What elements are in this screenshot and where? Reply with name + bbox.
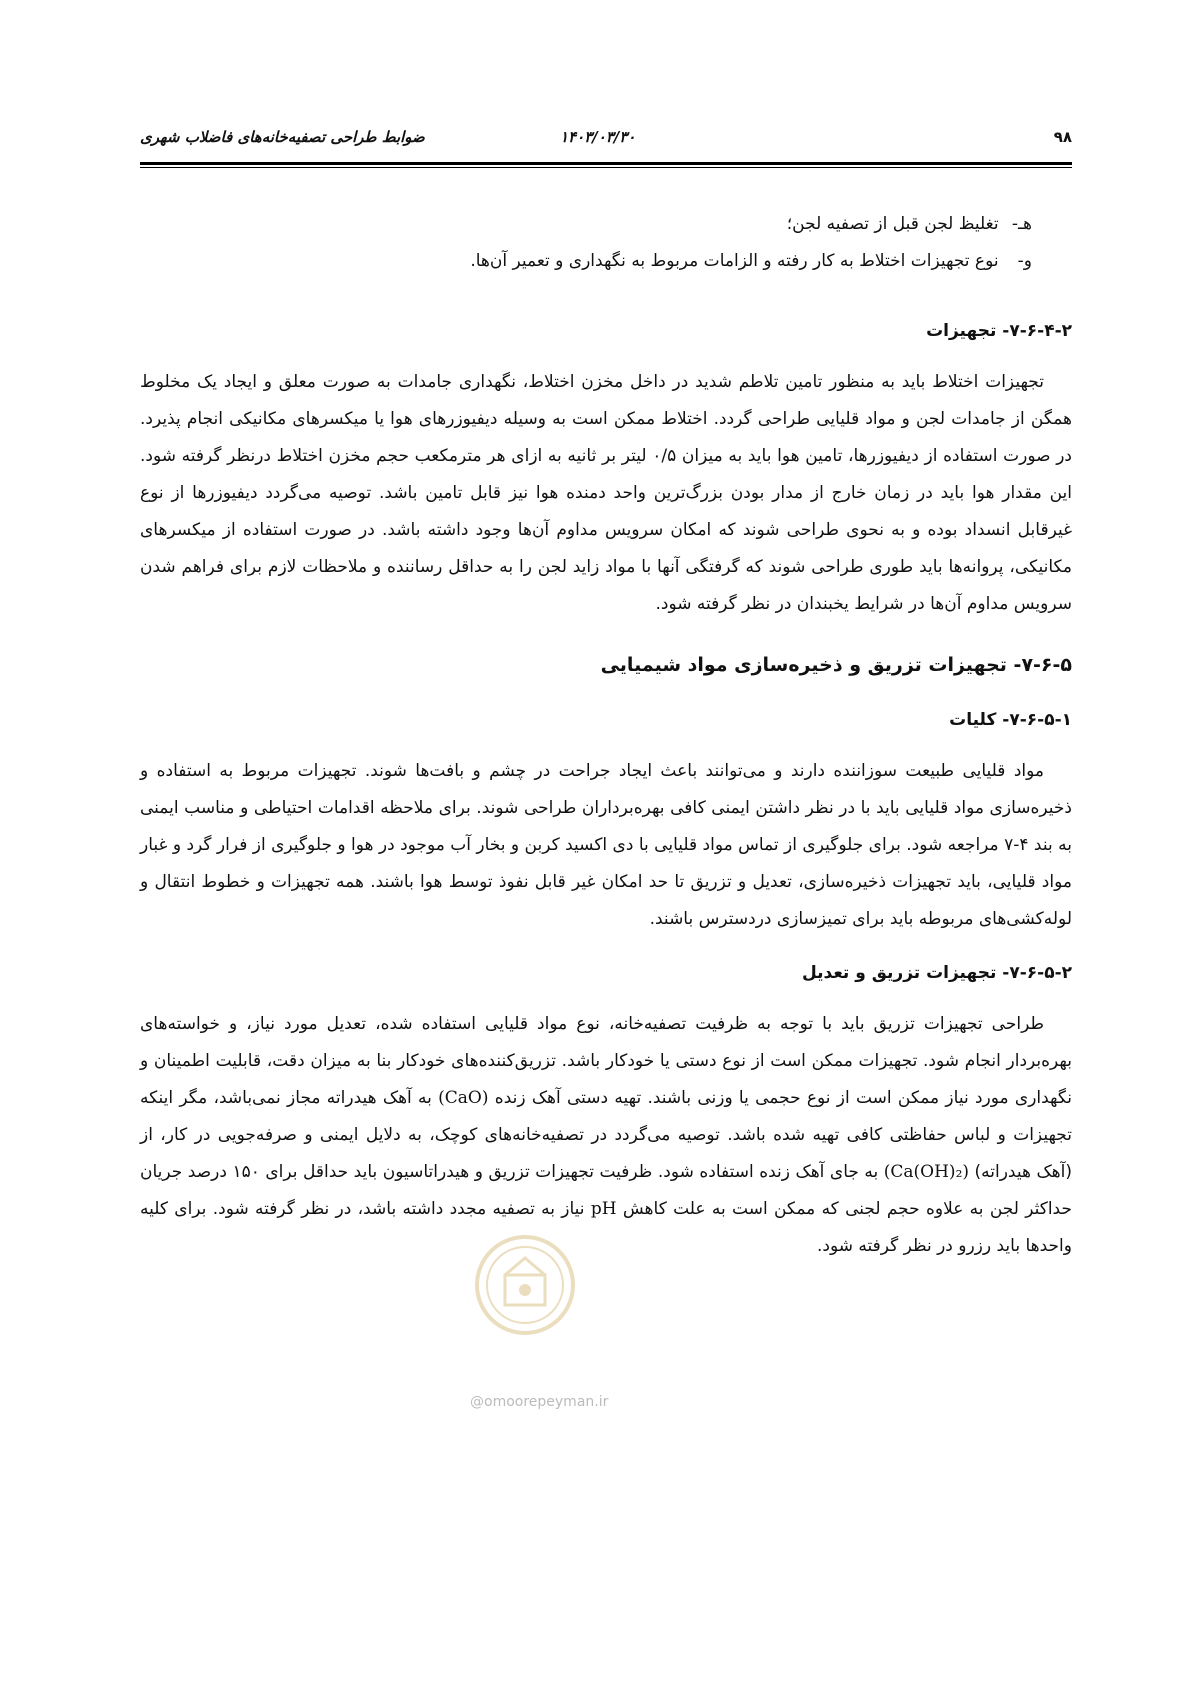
section-paragraph-7-6-5-1: مواد قلیایی طبیعت سوزاننده دارند و می‌توانند باعث ایجاد جراحت در چشم و بافت‌ها شوند. تجهیزات مربوط به استفاده و ذخیره‌سازی مواد قلیایی باید با در نظر داشتن ایمنی کافی بهره‌برداران طراحی شوند. برای ملاحظه اقدامات احتیاطی و مناسب ایمنی به بند ۴-۷ مراجعه شود. برای جلوگیری از تماس مواد قلیایی با دی اکسید کربن و بخار آب موجود در هوا و جلوگیری از فرار گرد و غبار مواد قلیایی، باید تجهیزات ذخیره‌سازی، تعدیل و تزریق تا حد امکان غیر قابل نفوذ توسط هوا باشند. همه تجهیزات و خطوط انتقال و لوله‌کشی‌های مربوطه باید برای تمیزسازی دردسترس باشند.: [140, 761, 1072, 929]
section-heading-7-6-5-1: ۷-۶-۵-۱- کلیات: [949, 710, 1072, 730]
page-content: [140, 212, 1072, 1265]
paragraph-text: به آهک هیدراته مجاز نمی‌باشد، مگر اینکه تجهیزات و لباس حفاظتی کافی تهیه شده باشد. توصیه می‌گردد در تصفیه‌خانه‌های کوچک، به دلایل ایمنی و صرفه‌جویی در کار، از (آهک هیدراته): [140, 1088, 1072, 1182]
list-item: [140, 249, 1032, 274]
symbol-ph: pH: [590, 1199, 617, 1219]
page-number: ۹۸: [1053, 128, 1072, 146]
list-item-text: نوع تجهیزات اختلاط به کار رفته و الزامات مربوط به نگهداری و تعمیر آن‌ها.: [470, 251, 999, 271]
header-title: ضوابط طراحی تصفیه‌خانه‌های فاضلاب شهری: [140, 128, 425, 146]
paragraph-text: طراحی تجهیزات تزریق باید با توجه به ظرفیت تصفیه‌خانه، نوع مواد قلیایی استفاده شده، تعدیل مورد نیاز، و خواسته‌های بهره‌بردار انجام شود. تجهیزات ممکن است از نوع دستی یا خودکار باشد. تزریق‌کننده‌های خودکار بنا به میزان دقت، قابلیت اطمینان و نگهداری مورد نیاز ممکن است از نوع حجمی یا وزنی باشند. تهیه دستی آهک زنده: [140, 1014, 1072, 1108]
section-paragraph-7-6-5-2: [140, 1006, 1072, 1265]
header-rule-thick: [140, 162, 1072, 165]
header-date: ۱۴۰۳/۰۳/۳۰: [560, 128, 636, 146]
header-rule-thin: [140, 167, 1072, 168]
formula-caoh2: (Ca(OH)₂): [883, 1162, 970, 1182]
section-paragraph-7-6-4-2: تجهیزات اختلاط باید به منظور تامین تلاطم شدید در داخل مخزن اختلاط، نگهداری جامدات به صورت معلق و ایجاد یک مخلوط همگن از جامدات لجن و مواد قلیایی طراحی گردد. اختلاط ممکن است به وسیله دیفیوزرهای هوا یا میکسرهای مکانیکی انجام پذیرد. در صورت استفاده از دیفیوزرها، تامین هوا باید به میزان ۰/۵ لیتر بر ثانیه به ازای هر مترمکعب حجم مخزن اختلاط درنظر گرفته شود. این مقدار هوا باید در زمان خارج از مدار بودن بزرگ‌ترین واحد دمنده هوا نیز قابل تامین باشد. توصیه می‌گردد دیفیوزرها از نوع غیرقابل انسداد بوده و به نحوی طراحی شوند که امکان سرویس مداوم آن‌ها وجود داشته باشد. در صورت استفاده از میکسرهای مکانیکی، پروانه‌ها باید طوری طراحی شوند که گرفتگی آنها با مواد زاید لجن را به حداقل رساننده و ملاحظات لازم برای فراهم شدن سرویس مداوم آن‌ها در شرایط یخبندان در نظر گرفته شود.: [140, 372, 1072, 614]
list-item: [140, 212, 1032, 237]
watermark-logo-icon: [470, 1230, 580, 1350]
list-item-text: تغلیظ لجن قبل از تصفیه لجن؛: [786, 214, 999, 234]
watermark-text: @omoorepeyman.ir: [470, 1394, 609, 1410]
section-heading-7-6-5-2: ۷-۶-۵-۲- تجهیزات تزریق و تعدیل: [801, 963, 1072, 983]
list-item-label: هـ-: [1011, 214, 1032, 234]
list-item-label: و-: [1017, 251, 1032, 271]
paragraph-text: نیاز به تصفیه مجدد داشته باشد، در نظر گرفته شود. برای کلیه واحدها باید رزرو در نظر گرفته شود.: [140, 1199, 1072, 1256]
section-heading-7-6-5: ۷-۶-۵- تجهیزات تزریق و ذخیره‌سازی مواد شیمیایی: [600, 654, 1072, 676]
page-header: [140, 128, 1072, 150]
section-heading-7-6-4-2: ۷-۶-۴-۲- تجهیزات: [926, 321, 1072, 341]
paragraph-text: به جای آهک زنده استفاده شود. ظرفیت تجهیزات تزریق و هیدراتاسیون باید حداقل برای ۱۵۰ درصد جریان حداکثر لجن به علاوه حجم لجنی که ممکن است به علت کاهش: [140, 1162, 1072, 1219]
formula-cao: (CaO): [438, 1088, 489, 1108]
